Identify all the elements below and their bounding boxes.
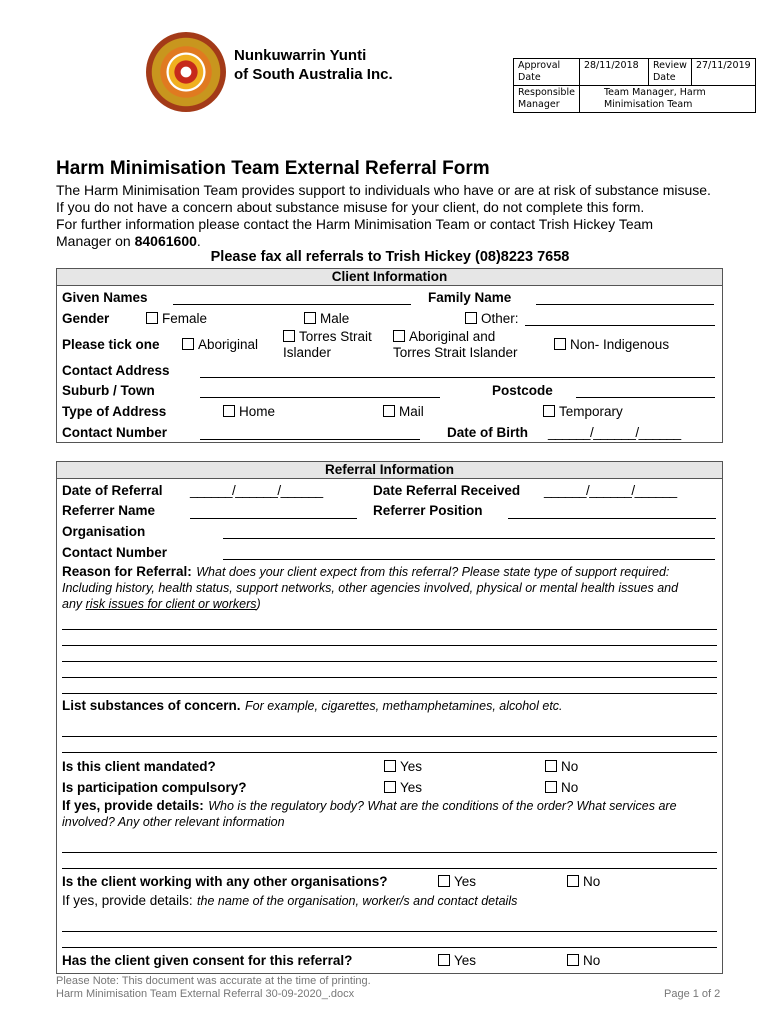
mandated-yes-option[interactable]: [384, 759, 422, 774]
checkbox-icon[interactable]: [182, 338, 194, 350]
org-name-line1: Nunkuwarrin Yunti: [234, 47, 367, 64]
reason-label: Reason for Referral:: [62, 564, 192, 579]
date-of-birth-field[interactable]: ______/______/______: [548, 425, 681, 440]
option-label: No: [561, 780, 579, 795]
date-received-label: Date Referral Received: [373, 483, 521, 498]
reason-hint: Including history, health status, support networks, other agencies involved, physical or mental health issues and: [62, 581, 679, 595]
option-label: No: [561, 759, 579, 774]
details-hint: Who is the regulatory body? What are the conditions of the order? What services are: [208, 799, 677, 813]
checkbox-icon[interactable]: [545, 781, 557, 793]
referrer-position-label: Referrer Position: [373, 503, 483, 518]
checkbox-icon[interactable]: [567, 875, 579, 887]
date-of-birth-label: Date of Birth: [447, 425, 528, 440]
reason-for-referral: [62, 564, 717, 612]
form-title: Harm Minimisation Team External Referral Form: [56, 158, 490, 179]
checkbox-icon[interactable]: [146, 312, 158, 324]
checkbox-icon[interactable]: [438, 875, 450, 887]
document-meta-table: [513, 58, 756, 113]
footer-note: Please Note: This document was accurate at the time of printing.: [56, 975, 371, 987]
mandate-details: [62, 798, 717, 830]
compulsory-no-option[interactable]: [545, 780, 578, 795]
gender-other-field[interactable]: [525, 325, 715, 326]
other-orgs-details-label: If yes, provide details:: [62, 893, 193, 908]
family-name-label: Family Name: [428, 290, 512, 305]
option-label: Temporary: [559, 404, 623, 419]
other-orgs-no-option[interactable]: [567, 874, 600, 889]
checkbox-icon[interactable]: [554, 338, 566, 350]
fax-instruction: Please fax all referrals to Trish Hickey (08)8223 7658: [210, 249, 570, 265]
address-mail-option[interactable]: [383, 404, 424, 419]
referrer-name-field[interactable]: [190, 518, 357, 519]
checkbox-icon[interactable]: [384, 760, 396, 772]
torres-strait-option[interactable]: [283, 329, 372, 361]
intro-line: If you do not have a concern about substance misuse for your client, do not complete this form.: [56, 199, 645, 215]
non-indigenous-option[interactable]: [554, 337, 669, 352]
other-orgs-line[interactable]: [62, 931, 717, 932]
approval-date-label: Approval Date: [514, 59, 580, 86]
suburb-field[interactable]: [200, 397, 440, 398]
checkbox-icon[interactable]: [567, 954, 579, 966]
contact-number-label: Contact Number: [62, 425, 168, 440]
risk-issues-text: risk issues for client or workers: [85, 597, 257, 611]
contact-number-field[interactable]: [200, 439, 420, 440]
org-name: [234, 46, 393, 84]
intro-line: The Harm Minimisation Team provides support to individuals who have or are at risk of substance misuse.: [56, 182, 711, 198]
address-temporary-option[interactable]: [543, 404, 623, 419]
option-label: Aboriginal and: [409, 329, 496, 344]
referral-contact-number-label: Contact Number: [62, 545, 168, 560]
option-label: Home: [239, 404, 276, 419]
option-label: Aboriginal: [198, 337, 259, 352]
reason-hint: What does your client expect from this referral? Please state type of support required:: [196, 565, 670, 579]
other-organisations-question: Is the client working with any other organisations?: [62, 874, 388, 889]
option-label: No: [583, 953, 601, 968]
consent-no-option[interactable]: [567, 953, 600, 968]
address-home-option[interactable]: [223, 404, 275, 419]
gender-other-option[interactable]: [465, 311, 519, 326]
reason-line[interactable]: [62, 629, 717, 630]
reason-hint: any: [62, 597, 86, 611]
manager-phone: 84061600: [134, 233, 197, 249]
reason-line[interactable]: [62, 677, 717, 678]
gender-label: Gender: [62, 311, 110, 326]
referral-information-header: Referral Information: [56, 461, 723, 479]
date-of-referral-field[interactable]: ______/______/______: [190, 483, 323, 498]
option-label: Yes: [454, 874, 477, 889]
details-line[interactable]: [62, 852, 717, 853]
page-number: Page 1 of 2: [664, 988, 721, 1000]
option-label: Mail: [399, 404, 424, 419]
intro-line: [56, 233, 736, 250]
checkbox-icon[interactable]: [393, 330, 405, 342]
other-orgs-yes-option[interactable]: [438, 874, 476, 889]
checkbox-icon[interactable]: [283, 330, 295, 342]
review-date-value: 27/11/2019: [691, 59, 755, 86]
please-tick-label: Please tick one: [62, 337, 160, 352]
org-name-line2: of South Australia Inc.: [234, 66, 393, 83]
date-received-field[interactable]: ______/______/______: [544, 483, 677, 498]
checkbox-icon[interactable]: [545, 760, 557, 772]
aboriginal-and-tsi-option[interactable]: [393, 329, 518, 361]
intro-text: [56, 182, 736, 250]
contact-address-field[interactable]: [200, 377, 715, 378]
type-of-address-label: Type of Address: [62, 404, 167, 419]
suburb-label: Suburb / Town: [62, 383, 155, 398]
checkbox-icon[interactable]: [223, 405, 235, 417]
compulsory-yes-option[interactable]: [384, 780, 422, 795]
responsible-manager-value: Team Manager, Harm Minimisation Team: [579, 86, 755, 113]
option-label: Female: [162, 311, 208, 326]
responsible-manager-label: Responsible Manager: [514, 86, 580, 113]
reason-line[interactable]: [62, 645, 717, 646]
given-names-label: Given Names: [62, 290, 148, 305]
aboriginal-option[interactable]: [182, 337, 258, 352]
other-orgs-details-hint: the name of the organisation, worker/s and contact details: [197, 894, 518, 908]
organisation-logo: [146, 32, 226, 112]
details-hint: involved? Any other relevant information: [62, 815, 285, 829]
referral-contact-number-field[interactable]: [223, 559, 715, 560]
footer-filename: Harm Minimisation Team External Referral 30-09-2020_.docx: [56, 988, 355, 1000]
gender-female-option[interactable]: [146, 311, 207, 326]
substances-hint: For example, cigarettes, methamphetamines, alcohol etc.: [245, 699, 563, 713]
intro-manager-prefix: Manager on: [56, 233, 135, 249]
option-label: No: [583, 874, 601, 889]
consent-question: Has the client given consent for this referral?: [62, 953, 353, 968]
postcode-label: Postcode: [492, 383, 553, 398]
option-label-cont: Torres Strait Islander: [393, 345, 518, 360]
approval-date-value: 28/11/2018: [579, 59, 648, 86]
reason-hint: ): [256, 597, 261, 611]
organisation-field[interactable]: [223, 538, 715, 539]
contact-address-label: Contact Address: [62, 363, 170, 378]
substances-label: List substances of concern.: [62, 698, 241, 713]
details-line[interactable]: [62, 868, 717, 869]
review-date-label: Review Date: [648, 59, 691, 86]
option-label: Yes: [400, 759, 423, 774]
other-orgs-line[interactable]: [62, 947, 717, 948]
date-of-referral-label: Date of Referral: [62, 483, 163, 498]
checkbox-icon[interactable]: [438, 954, 450, 966]
postcode-field[interactable]: [576, 397, 715, 398]
mandated-no-option[interactable]: [545, 759, 578, 774]
option-label: Male: [320, 311, 350, 326]
substances-of-concern: [62, 697, 563, 715]
other-orgs-details: [62, 892, 517, 910]
gender-male-option[interactable]: [304, 311, 349, 326]
checkbox-icon[interactable]: [383, 405, 395, 417]
client-information-header: Client Information: [56, 268, 723, 286]
option-label-cont: Islander: [283, 345, 332, 360]
checkbox-icon[interactable]: [543, 405, 555, 417]
option-label: Torres Strait: [299, 329, 372, 344]
option-label: Other:: [481, 311, 519, 326]
reason-line[interactable]: [62, 661, 717, 662]
consent-yes-option[interactable]: [438, 953, 476, 968]
reason-line[interactable]: [62, 693, 717, 694]
checkbox-icon[interactable]: [384, 781, 396, 793]
option-label: Non- Indigenous: [570, 337, 670, 352]
option-label: Yes: [454, 953, 477, 968]
option-label: Yes: [400, 780, 423, 795]
substances-line[interactable]: [62, 736, 717, 737]
given-names-field[interactable]: [173, 304, 411, 305]
compulsory-question: Is participation compulsory?: [62, 780, 247, 795]
footer: [56, 975, 371, 1001]
checkbox-icon[interactable]: [465, 312, 477, 324]
organisation-label: Organisation: [62, 524, 146, 539]
checkbox-icon[interactable]: [304, 312, 316, 324]
substances-line[interactable]: [62, 752, 717, 753]
details-label: If yes, provide details:: [62, 798, 204, 813]
referrer-position-field[interactable]: [508, 518, 716, 519]
referrer-name-label: Referrer Name: [62, 503, 156, 518]
intro-line: For further information please contact the Harm Minimisation Team or contact Trish Hickey Team: [56, 216, 654, 232]
intro-suffix: .: [196, 233, 201, 249]
mandated-question: Is this client mandated?: [62, 759, 216, 774]
family-name-field[interactable]: [536, 304, 714, 305]
